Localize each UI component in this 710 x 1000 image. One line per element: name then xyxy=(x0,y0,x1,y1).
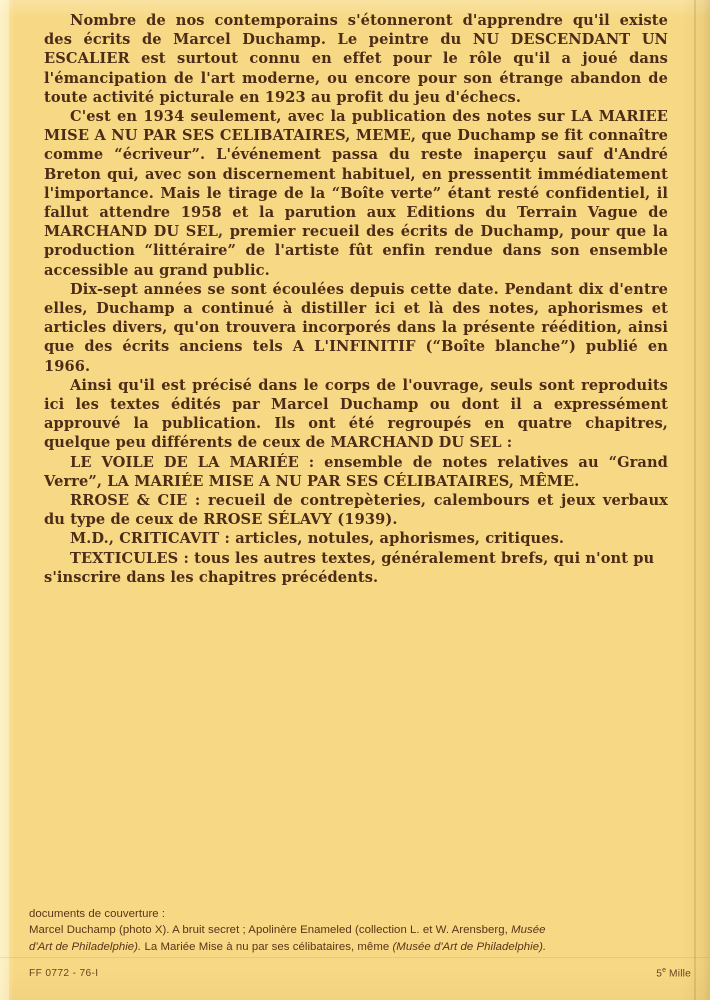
credits-line-1 xyxy=(29,922,693,938)
credits-line-2-italic-c: (Musée d'Art de Philadelphie). xyxy=(392,940,547,953)
credits-line-1-italic: Musée xyxy=(511,924,546,937)
blurb-paragraph-3: Dix-sept années se sont écoulées depuis cette date. Pendant dix d'entre elles, Duchamp a continué à distiller ici et là des notes, aphorismes et articles divers, qu'on trouvera incorporés dans la présente réédition, ainsi que des écrits anciens tels A L'INFINITIF (“Boîte blanche”) publié en 1966. xyxy=(44,280,668,375)
print-run-number: 5 xyxy=(656,968,663,980)
imprint-line xyxy=(29,967,691,979)
footer-divider xyxy=(0,957,710,958)
catalogue-reference: FF 0772 - 76-I xyxy=(29,968,99,980)
credits-line-2 xyxy=(29,939,693,955)
blurb-paragraph-2: C'est en 1934 seulement, avec la publication des notes sur LA MARIEE MISE A NU PAR SES CELIBATAIRES, MEME, que Duchamp se fit connaître comme “écriveur”. L'événement passa du reste inaperçu sauf d'André Breton qui, avec son discernement habituel, en pressentit immédiatement l'importance. Mais le tirage de la “Boîte verte” étant resté confidentiel, il fallut attendre 1958 et la parution aux Editions du Terrain Vague de MARCHAND DU SEL, premier recueil des écrits de Duchamp, pour que la production “littéraire” de l'artiste fût enfin rendue dans son ensemble accessible au grand public. xyxy=(44,108,668,279)
credits-line-1-text: Marcel Duchamp (photo X). A bruit secret ; Apolinère Enameled (collection L. et W. Arensberg, xyxy=(29,924,512,937)
print-run-ordinal: e xyxy=(662,967,667,974)
chapter-entry-md-criticavit: M.D., CRITICAVIT : articles, notules, aphorismes, critiques. xyxy=(70,530,565,548)
blurb-paragraph-4: Ainsi qu'il est précisé dans le corps de l'ouvrage, seuls sont reproduits ici les textes édités par Marcel Duchamp ou dont il a expressément approuvé la publication. Ils ont été regroupés en quatre chapitres, quelque peu différents de ceux de MARCHAND DU SEL : xyxy=(44,376,668,452)
print-run-label xyxy=(656,967,691,979)
right-page-edge-shadow xyxy=(694,0,696,1000)
credits-heading: documents de couverture : xyxy=(29,908,166,920)
blurb-text-block xyxy=(44,11,668,587)
chapter-entry-texticules: TEXTICULES : tous les autres textes, généralement brefs, qui n'ont pu s'inscrire dans les chapitres précédents. xyxy=(44,549,655,586)
print-run-word: Mille xyxy=(669,968,691,980)
chapter-entry-rrose-et-cie: RROSE & CIE : recueil de contrepèteries, calembours et jeux verbaux du type de ceux de RROSE SÉLAVY (1939). xyxy=(44,492,668,529)
cover-credits-block xyxy=(29,906,693,955)
credits-line-2-italic-a: d'Art de Philadelphie). xyxy=(29,940,142,953)
credits-line-2-text: La Mariée Mise à nu par ses célibataires, même xyxy=(141,940,393,953)
blurb-paragraph-1: Nombre de nos contemporains s'étonneront d'apprendre qu'il existe des écrits de Marcel Duchamp. Le peintre du NU DESCENDANT UN ESCALIER est surtout connu en effet pour le rôle qu'il a joué dans l'émancipation de l'art moderne, ou encore pour son étrange abandon de toute activité picturale en 1923 au profit du jeu d'échecs. xyxy=(44,12,668,106)
chapter-entry-le-voile-de-la-mariee: LE VOILE DE LA MARIÉE : ensemble de notes relatives au “Grand Verre”, LA MARIÉE MISE A NU PAR SES CÉLIBATAIRES, MÊME. xyxy=(44,453,668,490)
left-page-edge-highlight xyxy=(0,0,9,1000)
